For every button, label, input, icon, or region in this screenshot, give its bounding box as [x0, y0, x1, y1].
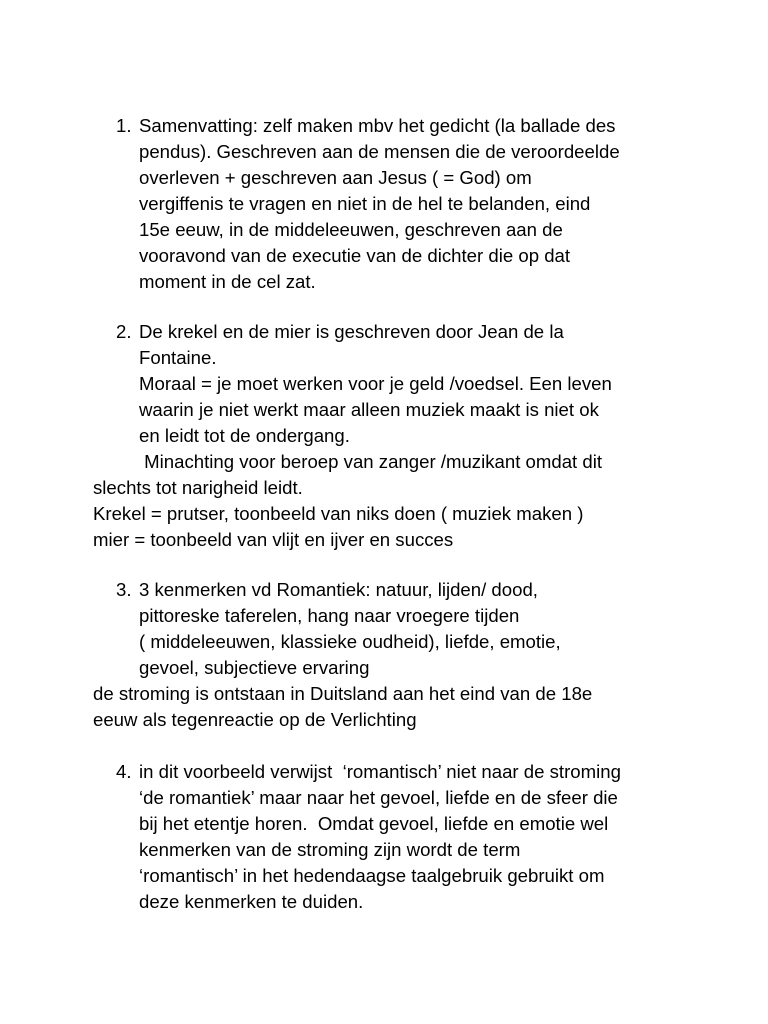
- item3-continuation-2: eeuw als tegenreactie op de Verlichting: [93, 709, 417, 730]
- item1-line-1: Samenvatting: zelf maken mbv het gedicht (la ballade des: [139, 115, 616, 136]
- item2-line-1: De krekel en de mier is geschreven door Jean de la: [139, 321, 564, 342]
- item1-line-5: 15e eeuw, in de middeleeuwen, geschreven aan de: [139, 219, 563, 240]
- item1-line-3: overleven + geschreven aan Jesus ( = God) om: [139, 167, 532, 188]
- item3-line-3: ( middeleeuwen, klassieke oudheid), liefde, emotie,: [139, 631, 561, 652]
- item2-continuation-1: slechts tot narigheid leidt.: [93, 477, 303, 498]
- item4-line-2: ‘de romantiek’ maar naar het gevoel, liefde en de sfeer die: [139, 787, 618, 808]
- item1-line-4: vergiffenis te vragen en niet in de hel te belanden, eind: [139, 193, 591, 214]
- item4-line-4: kenmerken van de stroming zijn wordt de term: [139, 839, 521, 860]
- item2-line-6: Minachting voor beroep van zanger /muzikant omdat dit: [139, 451, 603, 472]
- item3-line-1: 3 kenmerken vd Romantiek: natuur, lijden/ dood,: [139, 579, 538, 600]
- item3-continuation-1: de stroming is ontstaan in Duitsland aan het eind van de 18e: [93, 683, 593, 704]
- list-number-1: 1.: [116, 115, 132, 136]
- item4-line-5: ‘romantisch’ in het hedendaagse taalgebruik gebruikt om: [139, 865, 605, 886]
- item4-line-1: in dit voorbeeld verwijst ‘romantisch’ niet naar de stroming: [139, 761, 621, 782]
- item2-line-4: waarin je niet werkt maar alleen muziek maakt is niet ok: [139, 399, 599, 420]
- item2-line-5: en leidt tot de ondergang.: [139, 425, 350, 446]
- item2-line-3: Moraal = je moet werken voor je geld /voedsel. Een leven: [139, 373, 612, 394]
- item2-continuation-2: Krekel = prutser, toonbeeld van niks doen ( muziek maken ): [93, 503, 584, 524]
- item4-line-6: deze kenmerken te duiden.: [139, 891, 364, 912]
- list-number-3: 3.: [116, 579, 132, 600]
- item2-continuation-3: mier = toonbeeld van vlijt en ijver en succes: [93, 529, 454, 550]
- list-number-2: 2.: [116, 321, 132, 342]
- item1-line-7: moment in de cel zat.: [139, 271, 316, 292]
- item1-line-6: vooravond van de executie van de dichter die op dat: [139, 245, 571, 266]
- list-number-4: 4.: [116, 761, 132, 782]
- item3-line-4: gevoel, subjectieve ervaring: [139, 657, 370, 678]
- item1-line-2: pendus). Geschreven aan de mensen die de veroordeelde: [139, 141, 620, 162]
- item3-line-2: pittoreske taferelen, hang naar vroegere tijden: [139, 605, 520, 626]
- item4-line-3: bij het etentje horen. Omdat gevoel, liefde en emotie wel: [139, 813, 609, 834]
- item2-line-2: Fontaine.: [139, 347, 217, 368]
